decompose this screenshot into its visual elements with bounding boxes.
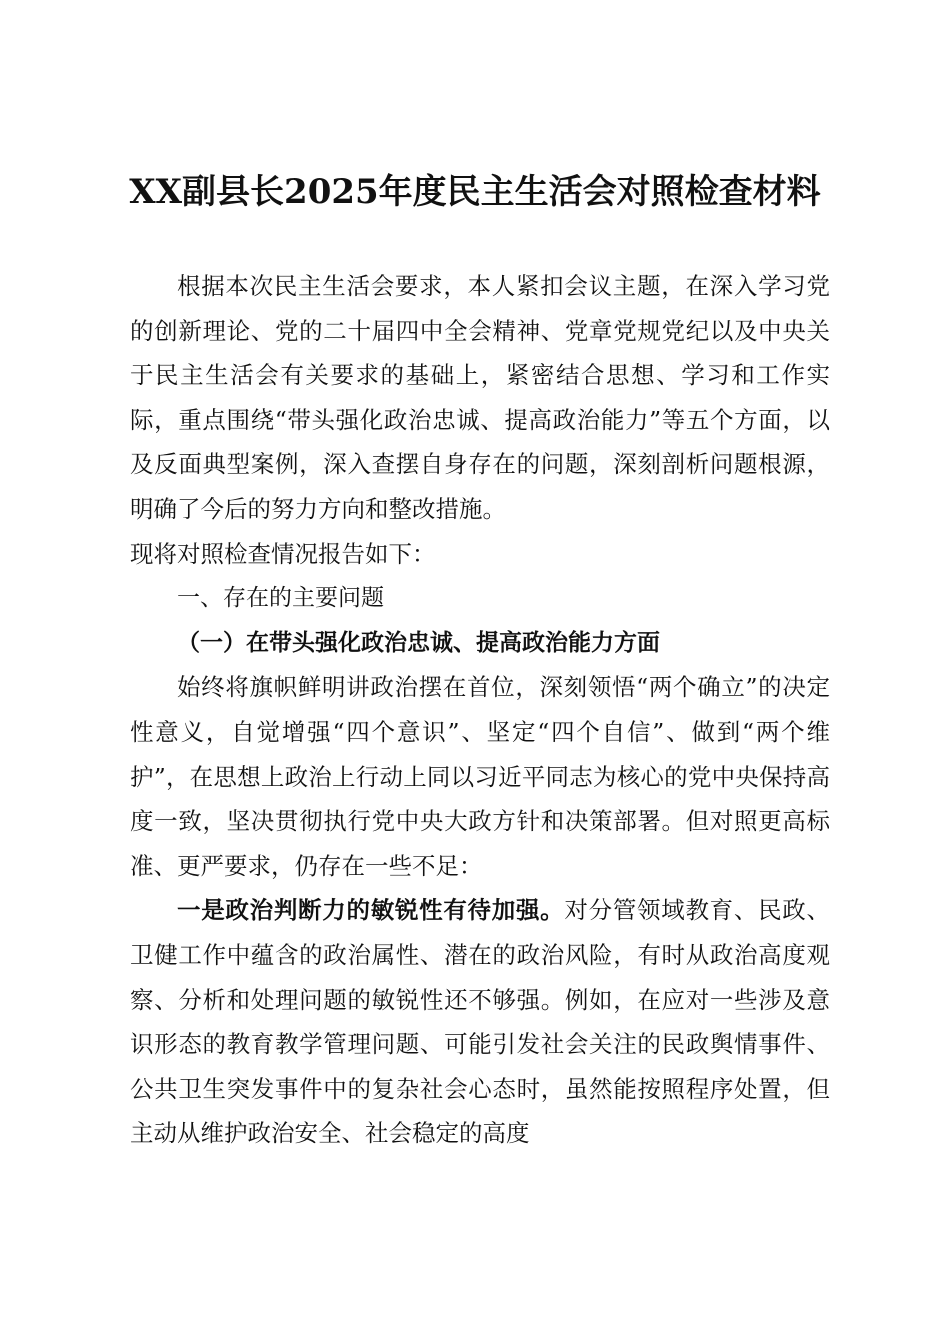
document-title: XX副县长2025年度民主生活会对照检查材料 (129, 172, 821, 212)
intro-tail: 现将对照检查情况报告如下： (130, 539, 436, 568)
intro-paragraph: 根据本次民主生活会要求，本人紧扣会议主题，在深入学习党的创新理论、党的二十届四中全会精神、党章党规党纪以及中央关于民主生活会有关要求的基础上，紧密结合思想、学习和工作实际，重点围绕“带头强化政治忠诚、提高政治能力”等五个方面，以及反面典型案例，深入查摆自身存在的问题，深刻剖析问题根源，明确了今后的努力方向和整改措施。 (130, 272, 830, 523)
point-paragraph (130, 888, 830, 1156)
document-body (130, 264, 830, 1156)
subsection-heading: （一）在带头强化政治忠诚、提高政治能力方面 (177, 628, 660, 656)
point-lead: 一是政治判断力的敏锐性有待加强。 (177, 896, 565, 925)
section-heading: 一、存在的主要问题 (177, 585, 384, 612)
point-text: 对分管领域教育、民政、卫健工作中蕴含的政治属性、潜在的政治风险，有时从政治高度观察、分析和处理问题的敏锐性还不够强。例如，在应对一些涉及意识形态的教育教学管理问题、可能引发社会关注的民政舆情事件、公共卫生突发事件中的复杂社会心态时，虽然能按照程序处置，但主动从维护政治安全、社会稳定的高度 (130, 896, 831, 1148)
body-paragraph: 始终将旗帜鲜明讲政治摆在首位，深刻领悟“两个确立”的决定性意义，自觉增强“四个意识”、坚定“四个自信”、做到“两个维护”，在思想上政治上行动上同以习近平同志为核心的党中央保持高度一致，坚决贯彻执行党中央大政方针和决策部署。但对照更高标准、更严要求，仍存在一些不足： (130, 673, 830, 880)
